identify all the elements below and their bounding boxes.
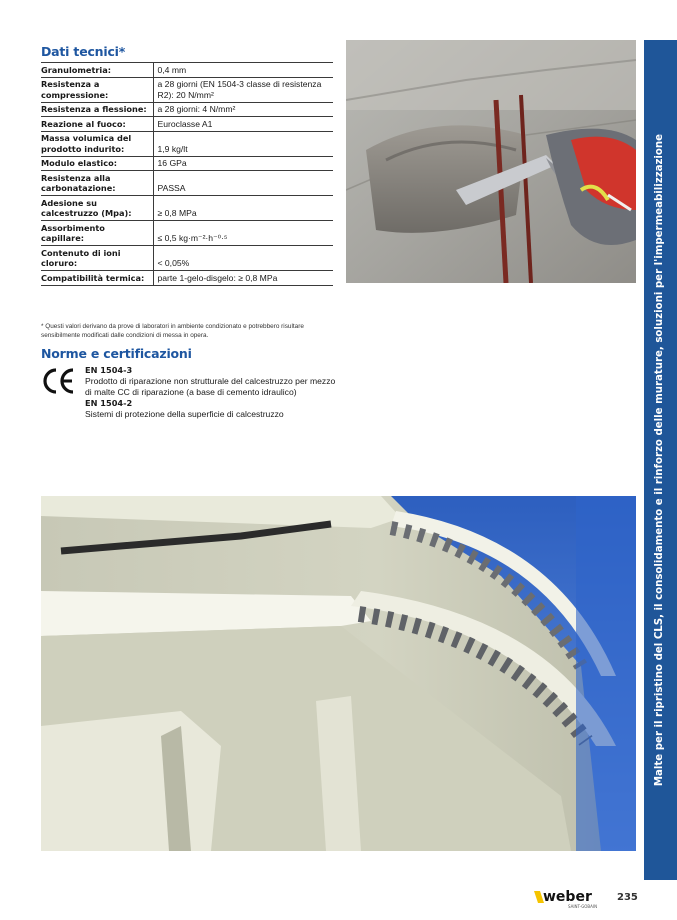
row-label: Compatibilità termica: — [41, 271, 153, 286]
row-label: Granulometria: — [41, 63, 153, 78]
brand-sub: SAINT-GOBAIN — [568, 904, 598, 909]
weber-logo-icon — [534, 887, 604, 909]
table-row — [41, 221, 333, 246]
norm-text: Sistemi di protezione della superficie di calcestruzzo — [85, 409, 284, 419]
balconies-photo — [41, 496, 636, 851]
row-value: 1,9 kg/lt — [153, 131, 333, 156]
table-row — [41, 156, 333, 171]
tech-footnote: * Questi valori derivano da prove di laboratori in ambiente condizionato e potrebbero risultare sensibilmente modificati dalle condizioni di messa in opera. — [41, 323, 304, 339]
brand-name: weber — [543, 889, 592, 905]
page-number: 235 — [617, 892, 638, 903]
row-value: PASSA — [153, 171, 333, 196]
ce-mark-icon — [41, 367, 75, 395]
norm-code: EN 1504-2 — [85, 398, 133, 408]
row-label: Modulo elastico: — [41, 156, 153, 171]
norm-code: EN 1504-3 — [85, 365, 133, 375]
table-row — [41, 196, 333, 221]
row-value: a 28 giorni: 4 N/mm² — [153, 102, 333, 117]
table-row — [41, 102, 333, 117]
row-value: a 28 giorni (EN 1504-3 classe di resistenza R2): 20 N/mm² — [153, 77, 333, 102]
row-value: < 0,05% — [153, 246, 333, 271]
norm-text: Prodotto di riparazione non strutturale del calcestruzzo per mezzo di malte CC di riparazione (a base di cemento idraulico) — [85, 376, 336, 397]
row-value: ≤ 0,5 kg·m⁻²·h⁻⁰·⁵ — [153, 221, 333, 246]
tech-data-title: Dati tecnici* — [41, 44, 126, 59]
table-row — [41, 271, 333, 286]
table-row — [41, 117, 333, 132]
row-label: Adesione su calcestruzzo (Mpa): — [41, 196, 153, 221]
side-band-title: Malte per il ripristino del CLS, il consolidamento e il rinforzo delle murature, soluzioni per l'impermeabilizzazione — [654, 133, 665, 787]
row-label: Reazione al fuoco: — [41, 117, 153, 132]
row-value: ≥ 0,8 MPa — [153, 196, 333, 221]
mortar-application-photo — [346, 40, 636, 283]
row-value: 0,4 mm — [153, 63, 333, 78]
table-row — [41, 63, 333, 78]
row-value: Euroclasse A1 — [153, 117, 333, 132]
row-label: Assorbimento capillare: — [41, 221, 153, 246]
tech-data-table — [41, 62, 333, 286]
row-label: Massa volumica del prodotto indurito: — [41, 131, 153, 156]
row-value: parte 1-gelo-disgelo: ≥ 0,8 MPa — [153, 271, 333, 286]
norms-title: Norme e certificazioni — [41, 346, 192, 361]
table-row — [41, 171, 333, 196]
row-label: Resistenza a compressione: — [41, 77, 153, 102]
row-label: Resistenza alla carbonatazione: — [41, 171, 153, 196]
row-value: 16 GPa — [153, 156, 333, 171]
table-row — [41, 246, 333, 271]
row-label: Resistenza a flessione: — [41, 102, 153, 117]
table-row — [41, 77, 333, 102]
table-row — [41, 131, 333, 156]
row-label: Contenuto di ioni cloruro: — [41, 246, 153, 271]
norms-list — [85, 365, 340, 420]
